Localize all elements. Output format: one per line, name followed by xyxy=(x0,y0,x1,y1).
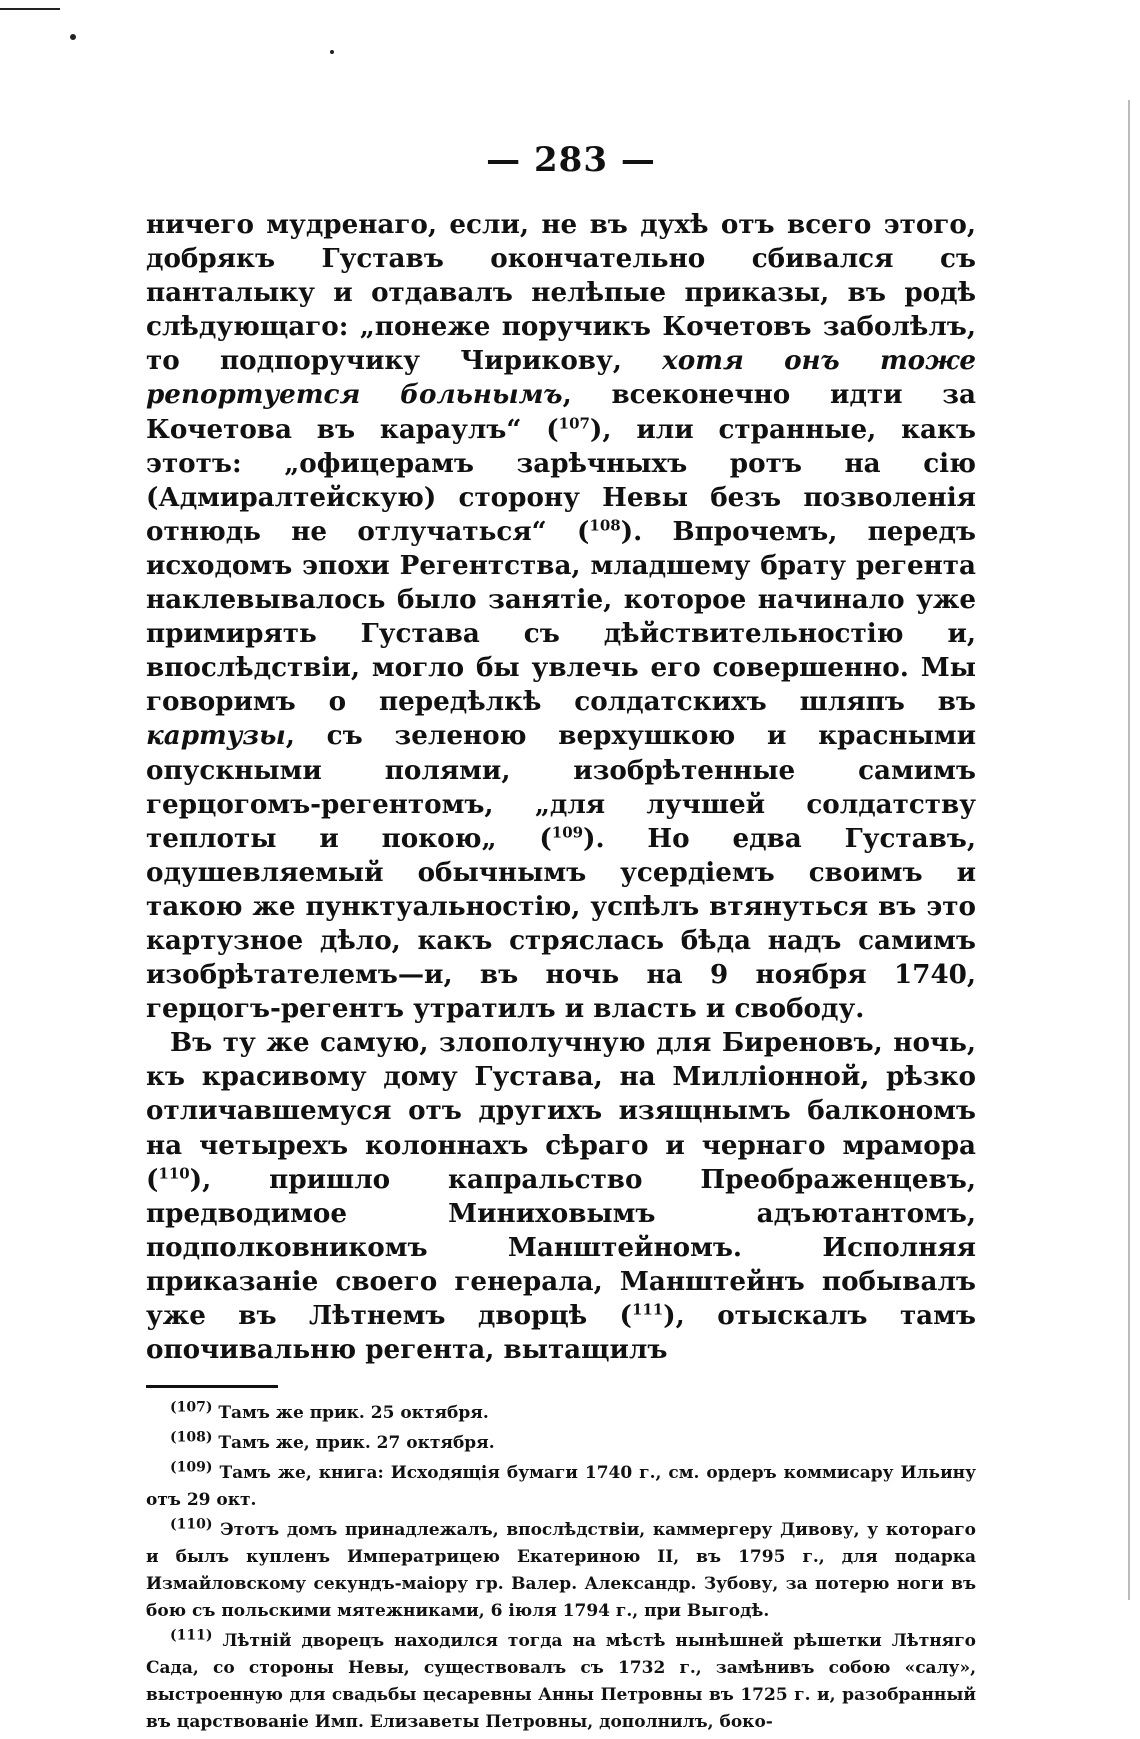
footnote-ref-108: 108 xyxy=(589,516,621,535)
scan-speck xyxy=(330,50,334,54)
footnote-text: Тамъ же, книга: Исходящія бумаги 1740 г., см. ордеръ коммисару Ильину отъ 29 окт. xyxy=(146,1463,976,1511)
text-run: ), пришло капральство Преображенцевъ, предводимое Миниховымъ адъютантомъ, подполковникомъ Манштейномъ. Исполняя приказаніе своего генерала, Манштейнъ побывалъ уже въ Лѣтнемъ дворцѣ ( xyxy=(146,1163,976,1331)
footnote-ref-109: 109 xyxy=(551,822,584,841)
book-page xyxy=(146,140,976,1739)
footnote-110 xyxy=(146,1517,976,1625)
footnote-ref-107: 107 xyxy=(558,413,590,432)
text-run: , съ зеленою верхушкою и красными опускными полями, изобрѣтенные самимъ герцогомъ-регентомъ, „для лучшей солдатству теплоты и покою„ ( xyxy=(146,720,976,854)
scan-edge-line xyxy=(0,8,60,10)
text-run: ). Впрочемъ, передъ исходомъ эпохи Регентства, младшему брату регента наклевывалось было занятіе, которое начинало уже примирять Густава съ дѣйствительностію и, впослѣдствіи, могло бы увлечь его совершенно. Мы говоримъ о передѣлкѣ солдатскихъ шляпъ въ xyxy=(146,515,976,718)
footnote-text: Тамъ же прик. 25 октября. xyxy=(218,1403,489,1424)
footnote-label: (107) xyxy=(170,1399,213,1416)
page-number: — 283 — xyxy=(486,140,656,180)
footnotes xyxy=(146,1400,976,1736)
scan-speck xyxy=(70,34,76,40)
main-text xyxy=(146,208,976,1367)
paragraph-1 xyxy=(146,208,976,1026)
footnote-label: (110) xyxy=(170,1516,213,1533)
text-run: ). Но едва Густавъ, одушевляемый обычнымъ усердіемъ своимъ и такою же пунктуальностію, успѣлъ втянуться въ это картузное дѣло, какъ стряслась бѣда надъ самимъ изобрѣтателемъ—и, въ ночь на 9 ноября 1740, герцогъ-регентъ утратилъ и власть и свободу. xyxy=(146,822,977,1025)
footnote-text: Тамъ же, прик. 27 октября. xyxy=(218,1433,495,1454)
scan-margin-line xyxy=(1128,100,1130,1600)
paragraph-2 xyxy=(146,1026,976,1367)
text-run: Въ ту же самую, злополучную для Биреновъ, ночь, къ красивому дому Густава, на Милліонной, рѣзко отличавшемуся отъ другихъ изящнымъ балкономъ на четырехъ колоннахъ сѣраго и чернаго мрамора ( xyxy=(146,1027,976,1195)
text-run: , всеконечно идти за Кочетова въ караулъ“ ( xyxy=(146,379,976,445)
footnote-111 xyxy=(146,1628,976,1736)
footnote-107 xyxy=(146,1400,976,1427)
footnote-divider xyxy=(146,1385,278,1388)
footnote-label: (108) xyxy=(170,1429,213,1446)
footnote-109 xyxy=(146,1460,976,1514)
footnote-text: Этотъ домъ принадлежалъ, впослѣдствіи, каммергеру Дивову, у котораго и былъ купленъ Императрицею Екатериною II, въ 1795 г., для подарка Измайловскому секундъ-маіору гр. Валер. Александр. Зубову, за потерю ноги въ бою съ польскими мятежниками, 6 іюля 1794 г., при Выгодѣ. xyxy=(146,1520,976,1622)
footnote-label: (109) xyxy=(170,1459,213,1476)
footnote-label: (111) xyxy=(170,1627,213,1644)
text-run: ), отыскалъ тамъ опочивальню регента, вытащилъ xyxy=(146,1300,976,1366)
footnote-text: Лѣтній дворецъ находился тогда на мѣстѣ нынѣшней рѣшетки Лѣтняго Сада, со стороны Невы, существовалъ съ 1732 г., замѣнивъ собою «салу», выстроенную для свадьбы цесаревны Анны Петровны въ 1725 г. и, разобранный въ царствованіе Имп. Елизаветы Петровны, дополнилъ, боко- xyxy=(146,1631,976,1733)
italic-run: картузы xyxy=(146,720,286,752)
text-run: ), или странные, какъ этотъ: „офицерамъ зарѣчныхъ ротъ на сію (Адмиралтейскую) сторону Невы безъ позволенія отнюдь не отлучаться“ ( xyxy=(146,413,976,547)
footnote-108 xyxy=(146,1430,976,1457)
text-run: ничего мудренаго, если, не въ духѣ отъ всего этого, добрякъ Густавъ окончательно сбивался съ панталыку и отдавалъ нелѣпые приказы, въ родѣ слѣдующаго: „понеже поручикъ Кочетовъ заболѣлъ, то подпоручику Чирикову, xyxy=(146,209,976,377)
footnote-ref-110: 110 xyxy=(158,1163,190,1182)
italic-run: хотя онъ тоже репортуется больнымъ xyxy=(146,345,976,411)
footnote-ref-111: 111 xyxy=(631,1300,664,1319)
